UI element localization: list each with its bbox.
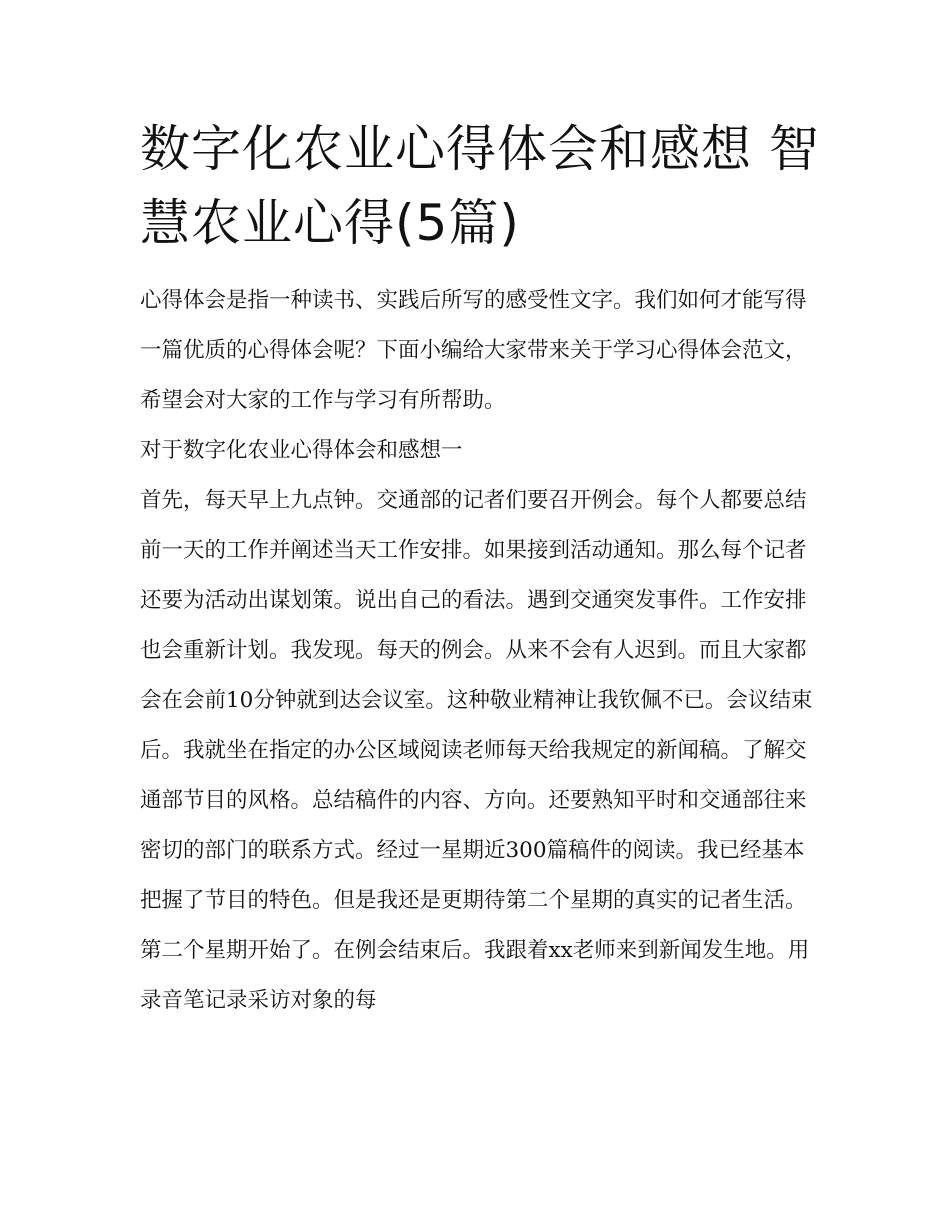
intro-paragraph: 心得体会是指一种读书、实践后所写的感受性文字。我们如何才能写得一篇优质的心得体会呢？下面小编给大家带来关于学习心得体会范文，希望会对大家的工作与学习有所帮助。 — [140, 288, 807, 413]
document-content — [140, 276, 820, 1026]
body-paragraph: 首先，每天早上九点钟。交通部的记者们要召开例会。每个人都要总结前一天的工作并阐述当天工作安排。如果接到活动通知。那么每个记者还要为活动出谋划策。说出自己的看法。遇到交通突发事件。工作安排也会重新计划。我发现。每天的例会。从来不会有人迟到。而且大家都会在会前10分钟就到达会议室。这种敬业精神让我钦佩不已。会议结束后。我就坐在指定的办公区域阅读老师每天给我规定的新闻稿。了解交通部节目的风格。总结稿件的内容、方向。还要熟知平时和交通部往来密切的部门的联系方式。经过一星期近300篇稿件的阅读。我已经基本把握了节目的特色。但是我还是更期待第二个星期的真实的记者生活。第二个星期开始了。在例会结束后。我跟着xx老师来到新闻发生地。用录音笔记录采访对象的每 — [140, 488, 813, 1013]
document-title: 数字化农业心得体会和感想 智慧农业心得(5篇) — [140, 120, 820, 252]
section-heading: 对于数字化农业心得体会和感想一 — [140, 438, 463, 463]
